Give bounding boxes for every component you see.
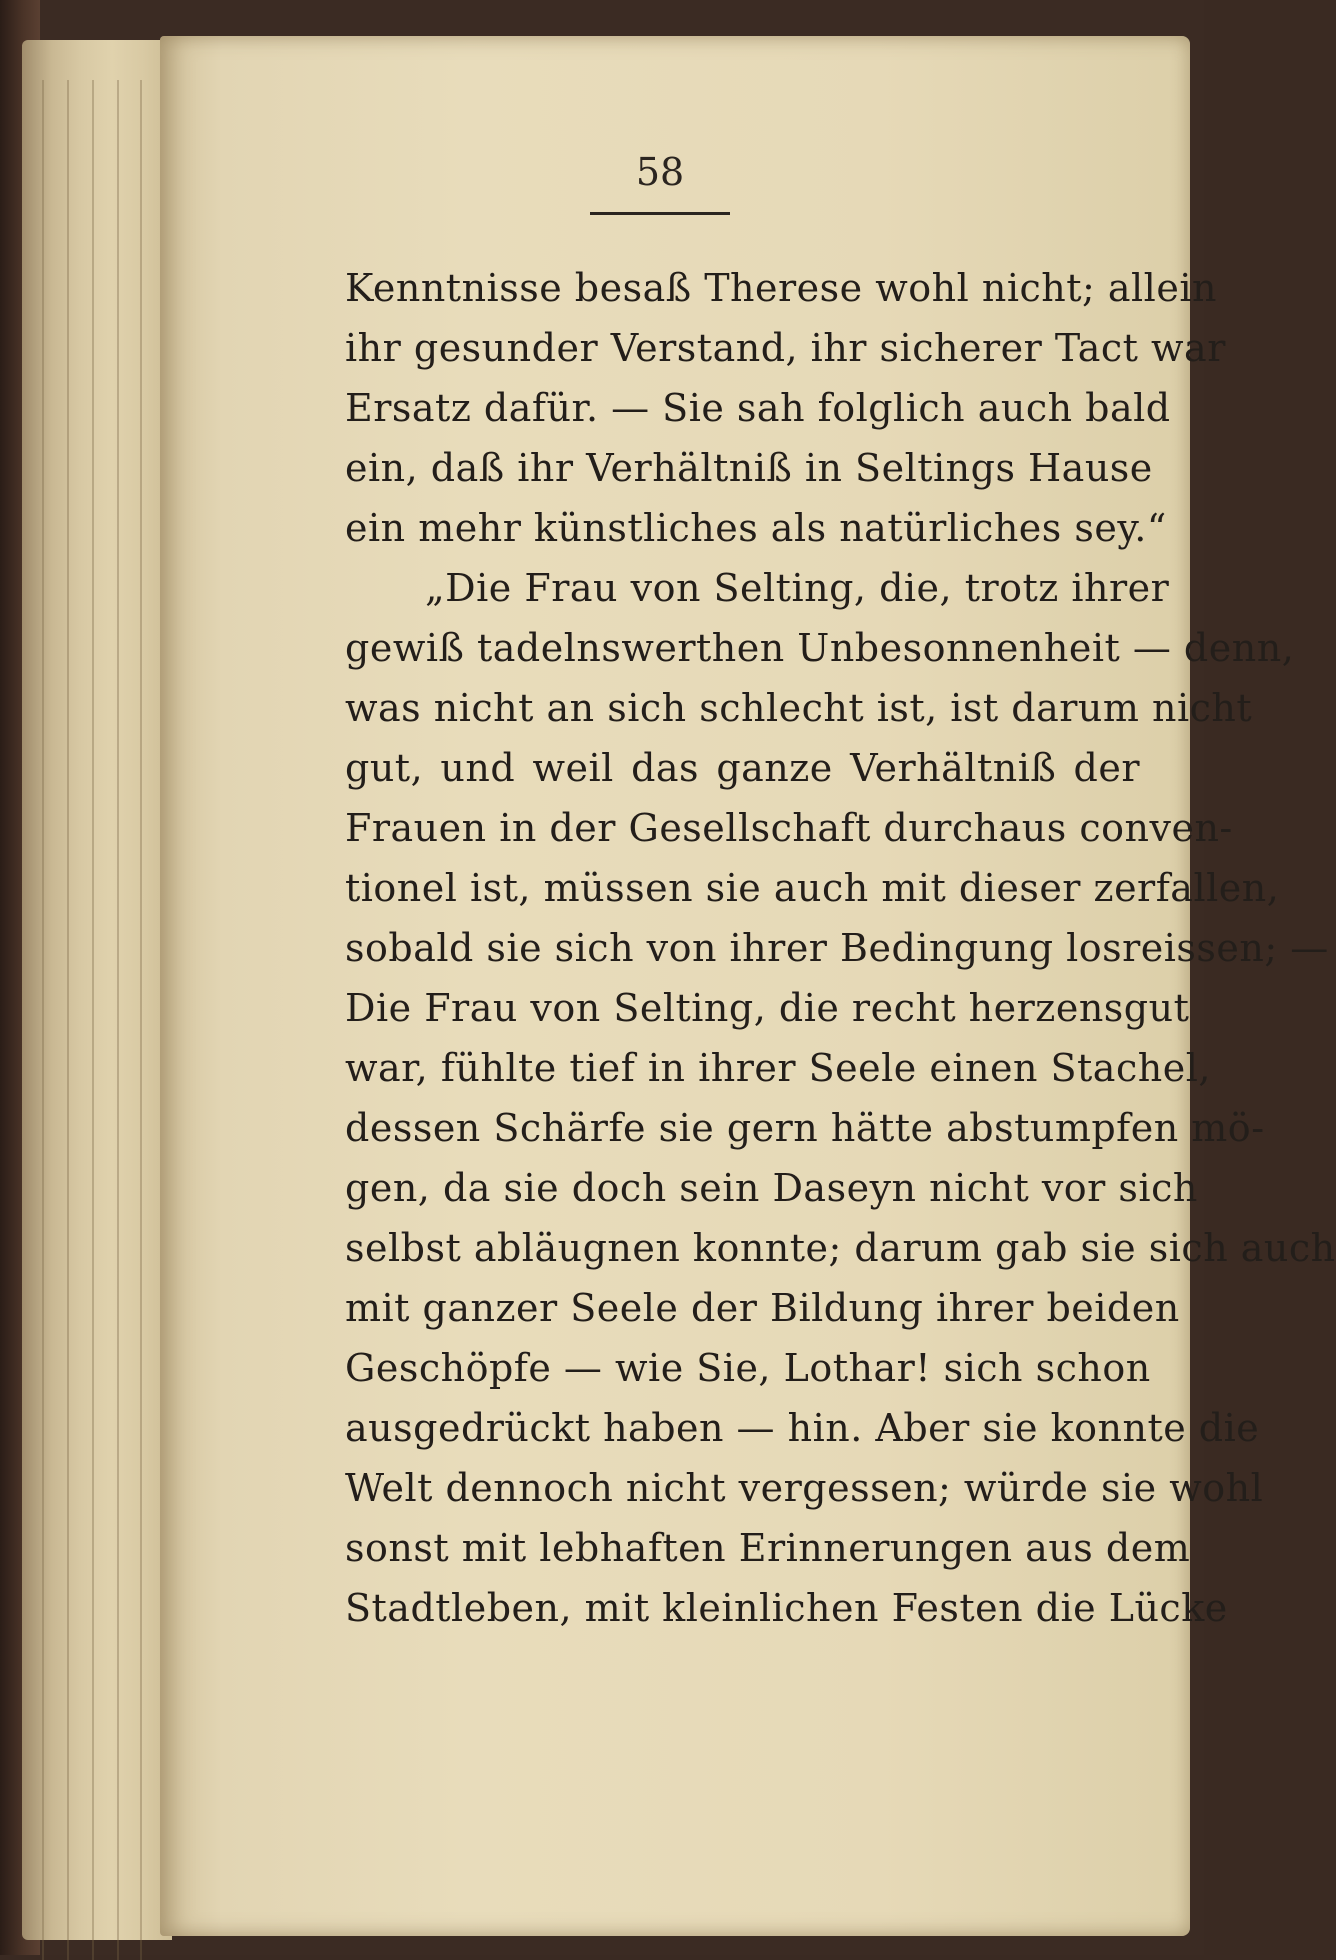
page-edge-line <box>140 80 142 1960</box>
text-line: Die Frau von Selting, die recht herzensgut <box>345 986 1190 1030</box>
text-line: gewiß tadelnswerthen Unbesonnenheit — denn, <box>345 626 1295 670</box>
text-line: tionel ist, müssen sie auch mit dieser zerfallen, <box>345 866 1280 910</box>
text-line: ihr gesunder Verstand, ihr sicherer Tact war <box>345 326 1226 370</box>
text-line: „Die Frau von Selting, die, trotz ihrer <box>425 566 1170 610</box>
text-line: selbst abläugnen konnte; darum gab sie sich auch <box>345 1226 1336 1270</box>
text-line: ein mehr künstliches als natürliches sey.“ <box>345 506 1167 550</box>
text-line: Geschöpfe — wie Sie, Lothar! sich schon <box>345 1346 1151 1390</box>
text-line: ausgedrückt haben — hin. Aber sie konnte die <box>345 1406 1260 1450</box>
text-line: Welt dennoch nicht vergessen; würde sie wohl <box>345 1466 1264 1510</box>
text-line: Kenntnisse besaß Therese wohl nicht; allein <box>345 266 1217 310</box>
text-line: war, fühlte tief in ihrer Seele einen Stachel, <box>345 1046 1211 1090</box>
text-line: gen, da sie doch sein Daseyn nicht vor sich <box>345 1166 1198 1210</box>
text-line: ein, daß ihr Verhältniß in Seltings Hause <box>345 446 1153 490</box>
text-line: sobald sie sich von ihrer Bedingung losreissen; — <box>345 926 1329 970</box>
page-stack <box>22 40 172 1940</box>
text-line: dessen Schärfe sie gern hätte abstumpfen mö- <box>345 1106 1265 1150</box>
page-number: 58 <box>635 150 685 194</box>
text-line: Frauen in der Gesellschaft durchaus conven- <box>345 806 1233 850</box>
text-line: gut, und weil das ganze Verhältniß der <box>345 746 1140 790</box>
page-edge-line <box>67 80 69 1960</box>
body-text <box>345 258 1336 1638</box>
page-edge-line <box>42 80 44 1960</box>
page-number-rule <box>590 212 730 215</box>
text-line: Ersatz dafür. — Sie sah folglich auch bald <box>345 386 1171 430</box>
text-line: mit ganzer Seele der Bildung ihrer beiden <box>345 1286 1180 1330</box>
text-line: sonst mit lebhaften Erinnerungen aus dem <box>345 1526 1191 1570</box>
page-edge-line <box>117 80 119 1960</box>
text-line: was nicht an sich schlecht ist, ist darum nicht <box>345 686 1253 730</box>
text-line: Stadtleben, mit kleinlichen Festen die Lücke <box>345 1586 1228 1630</box>
page-edge-line <box>92 80 94 1960</box>
